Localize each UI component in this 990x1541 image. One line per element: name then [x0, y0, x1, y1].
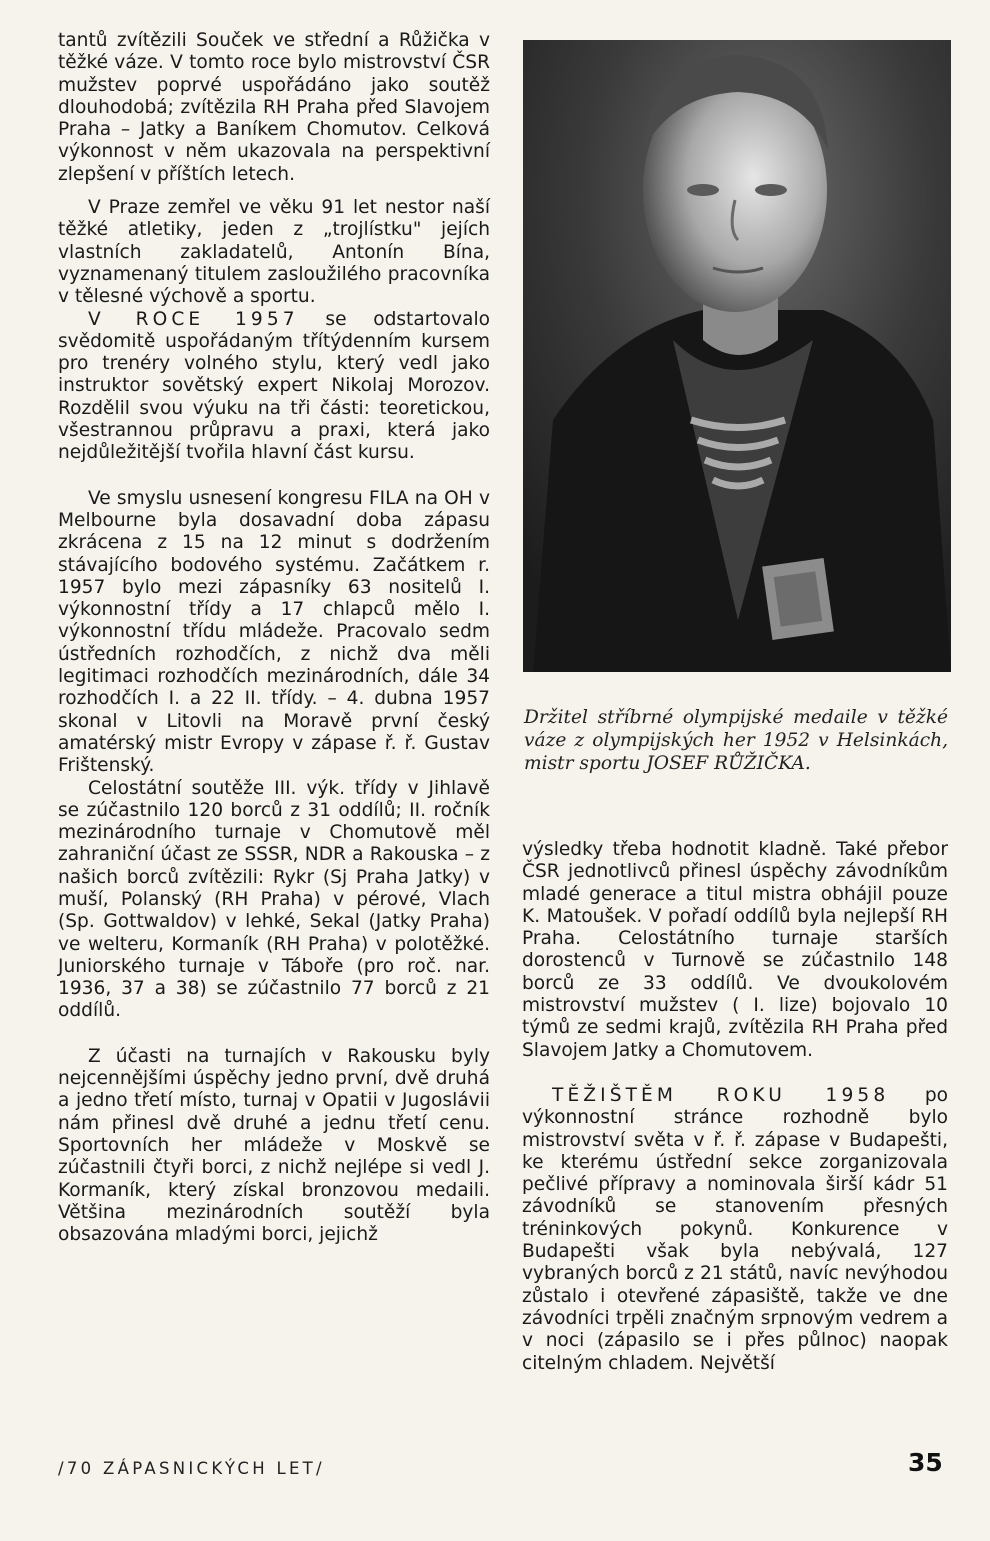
paragraph: [522, 1085, 948, 1375]
section-lead: V ROCE 1957: [88, 308, 299, 330]
paragraph-text: se odstartovalo svědomitě uspořádaným třítýdenním kursem pro trenéry volného stylu, který vedl jako instruktor sovětský expert Nikolaj Morozov. Rozdělil svou výuku na tři části: teoretickou, všestrannou průpravu a praxi, která jako nejdůležitější tvořila hlavní část kursu.: [58, 308, 490, 464]
running-footer-title: /70 ZÁPASNICKÝCH LET/: [58, 1459, 325, 1478]
right-column: [522, 839, 948, 1375]
paragraph: V Praze zemřel ve věku 91 let nestor naší těžké atletiky, jeden z „trojlístku" jejích vlastních zakladatelů, Antonín Bína, vyznamenaný titulem zasloužilého pracovníka v tělesné výchově a sportu.: [58, 197, 490, 308]
page-number: 35: [908, 1448, 943, 1477]
caption-text: Držitel stříbrné olympijské medaile v těžké váze z olympijských her 1952 v Helsinkách, mistr sportu JOSEF RŮŽIČKA.: [524, 707, 948, 774]
paragraph: tantů zvítězili Souček ve střední a Růžička v těžké váze. V tomto roce bylo mistrovství ČSR mužstev poprvé uspořádáno jako soutěž dlouhodobá; zvítězila RH Praha před Slavojem Praha – Jatky a Baníkem Chomutov. Celková výkonnost v něm ukazovala na perspektivní zlepšení v příštích letech.: [58, 30, 490, 185]
paragraph: Celostátní soutěže III. výk. třídy v Jihlavě se zúčastnilo 120 borců z 31 oddílů; II. ročník mezinárodního turnaje v Chomutově měl zahraniční účast ze SSSR, NDR a Rakouska – z našich borců zvítězili: Rykr (Sj Praha Jatky) v muší, Polanský (RH Praha) v pérové, Vlach (Sp. Gottwaldov) v lehké, Sekal (Jatky Praha) ve welteru, Kormaník (RH Praha) v polotěžké. Juniorského turnaje v Táboře (pro roč. nar. 1936, 37 a 38) se zúčastnilo 77 borců z 21 oddílů.: [58, 777, 490, 1022]
paragraph-text: po výkonnostní stránce rozhodně bylo mistrovství světa v ř. ř. zápase v Budapešti, ke kterému ústřední sekce zorganizovala pečlivé přípravy a nominovala širší kádr 51 závodníků se stanovením přesných tréninkových pokynů. Konkurence v Budapešti však byla nebývalá, 127 vybraných borců z 21 států, navíc nevýhodou zůstalo i otevřené zápasiště, takže ve dne závodníci trpěli značným srpnovým vedrem a v noci (zápasilo se i přes půlnoc) naopak citelným chladem. Největší: [522, 1084, 948, 1374]
paragraph: výsledky třeba hodnotit kladně. Také přebor ČSR jednotlivců přinesl úspěchy závodníkům mladé generace a titul mistra obhájil pouze K. Matoušek. V pořadí oddílů byla nejlepší RH Praha. Celostátního turnaje starších dorostenců v Turnově se zúčastnilo 148 borců ze 33 oddílů. Ve dvoukolovém mistrovství mužstev ( I. lize) bojovalo 10 týmů ze sedmi krajů, zvítězila RH Praha před Slavojem Jatky a Chomutovem.: [522, 839, 948, 1061]
portrait-photo: [523, 40, 951, 672]
paragraph: Ve smyslu usnesení kongresu FILA na OH v Melbourne byla dosavadní doba zápasu zkrácena z 15 na 12 minut s dodržením stávajícího bodového systému. Začátkem r. 1957 bylo mezi zápasníky 63 nositelů I. výkonnostní třídy a 17 chlapců mělo I. výkonnostní třídu mládeže. Pracovalo sedm ústředních rozhodčích, z nichž dva měli legitimaci rozhodčích mezinárodních, dále 34 rozhodčích I. a 22 II. třídy. – 4. dubna 1957 skonal v Litovli na Moravě první český amatérský mistr Evropy v zápase ř. ř. Gustav Frištenský.: [58, 487, 490, 777]
paragraph: [58, 309, 490, 465]
photo-caption: [524, 706, 948, 775]
paragraph: Z účasti na turnajích v Rakousku byly nejcennějšími úspěchy jedno první, dvě druhá a jedno třetí místo, turnaj v Opatii v Jugoslávii nám přinesl dvě druhé a jednu třetí cenu. Sportovních her mládeže v Moskvě se zúčastnili čtyři borci, z nichž nejlépe si vedl J. Kormaník, který získal bronzovou medaili. Většina mezinárodních soutěží byla obsazována mladými borci, jejichž: [58, 1045, 490, 1246]
left-column: [58, 30, 490, 1246]
portrait-image: [523, 40, 951, 672]
section-lead: TĚŽIŠTĚM ROKU 1958: [552, 1084, 890, 1106]
